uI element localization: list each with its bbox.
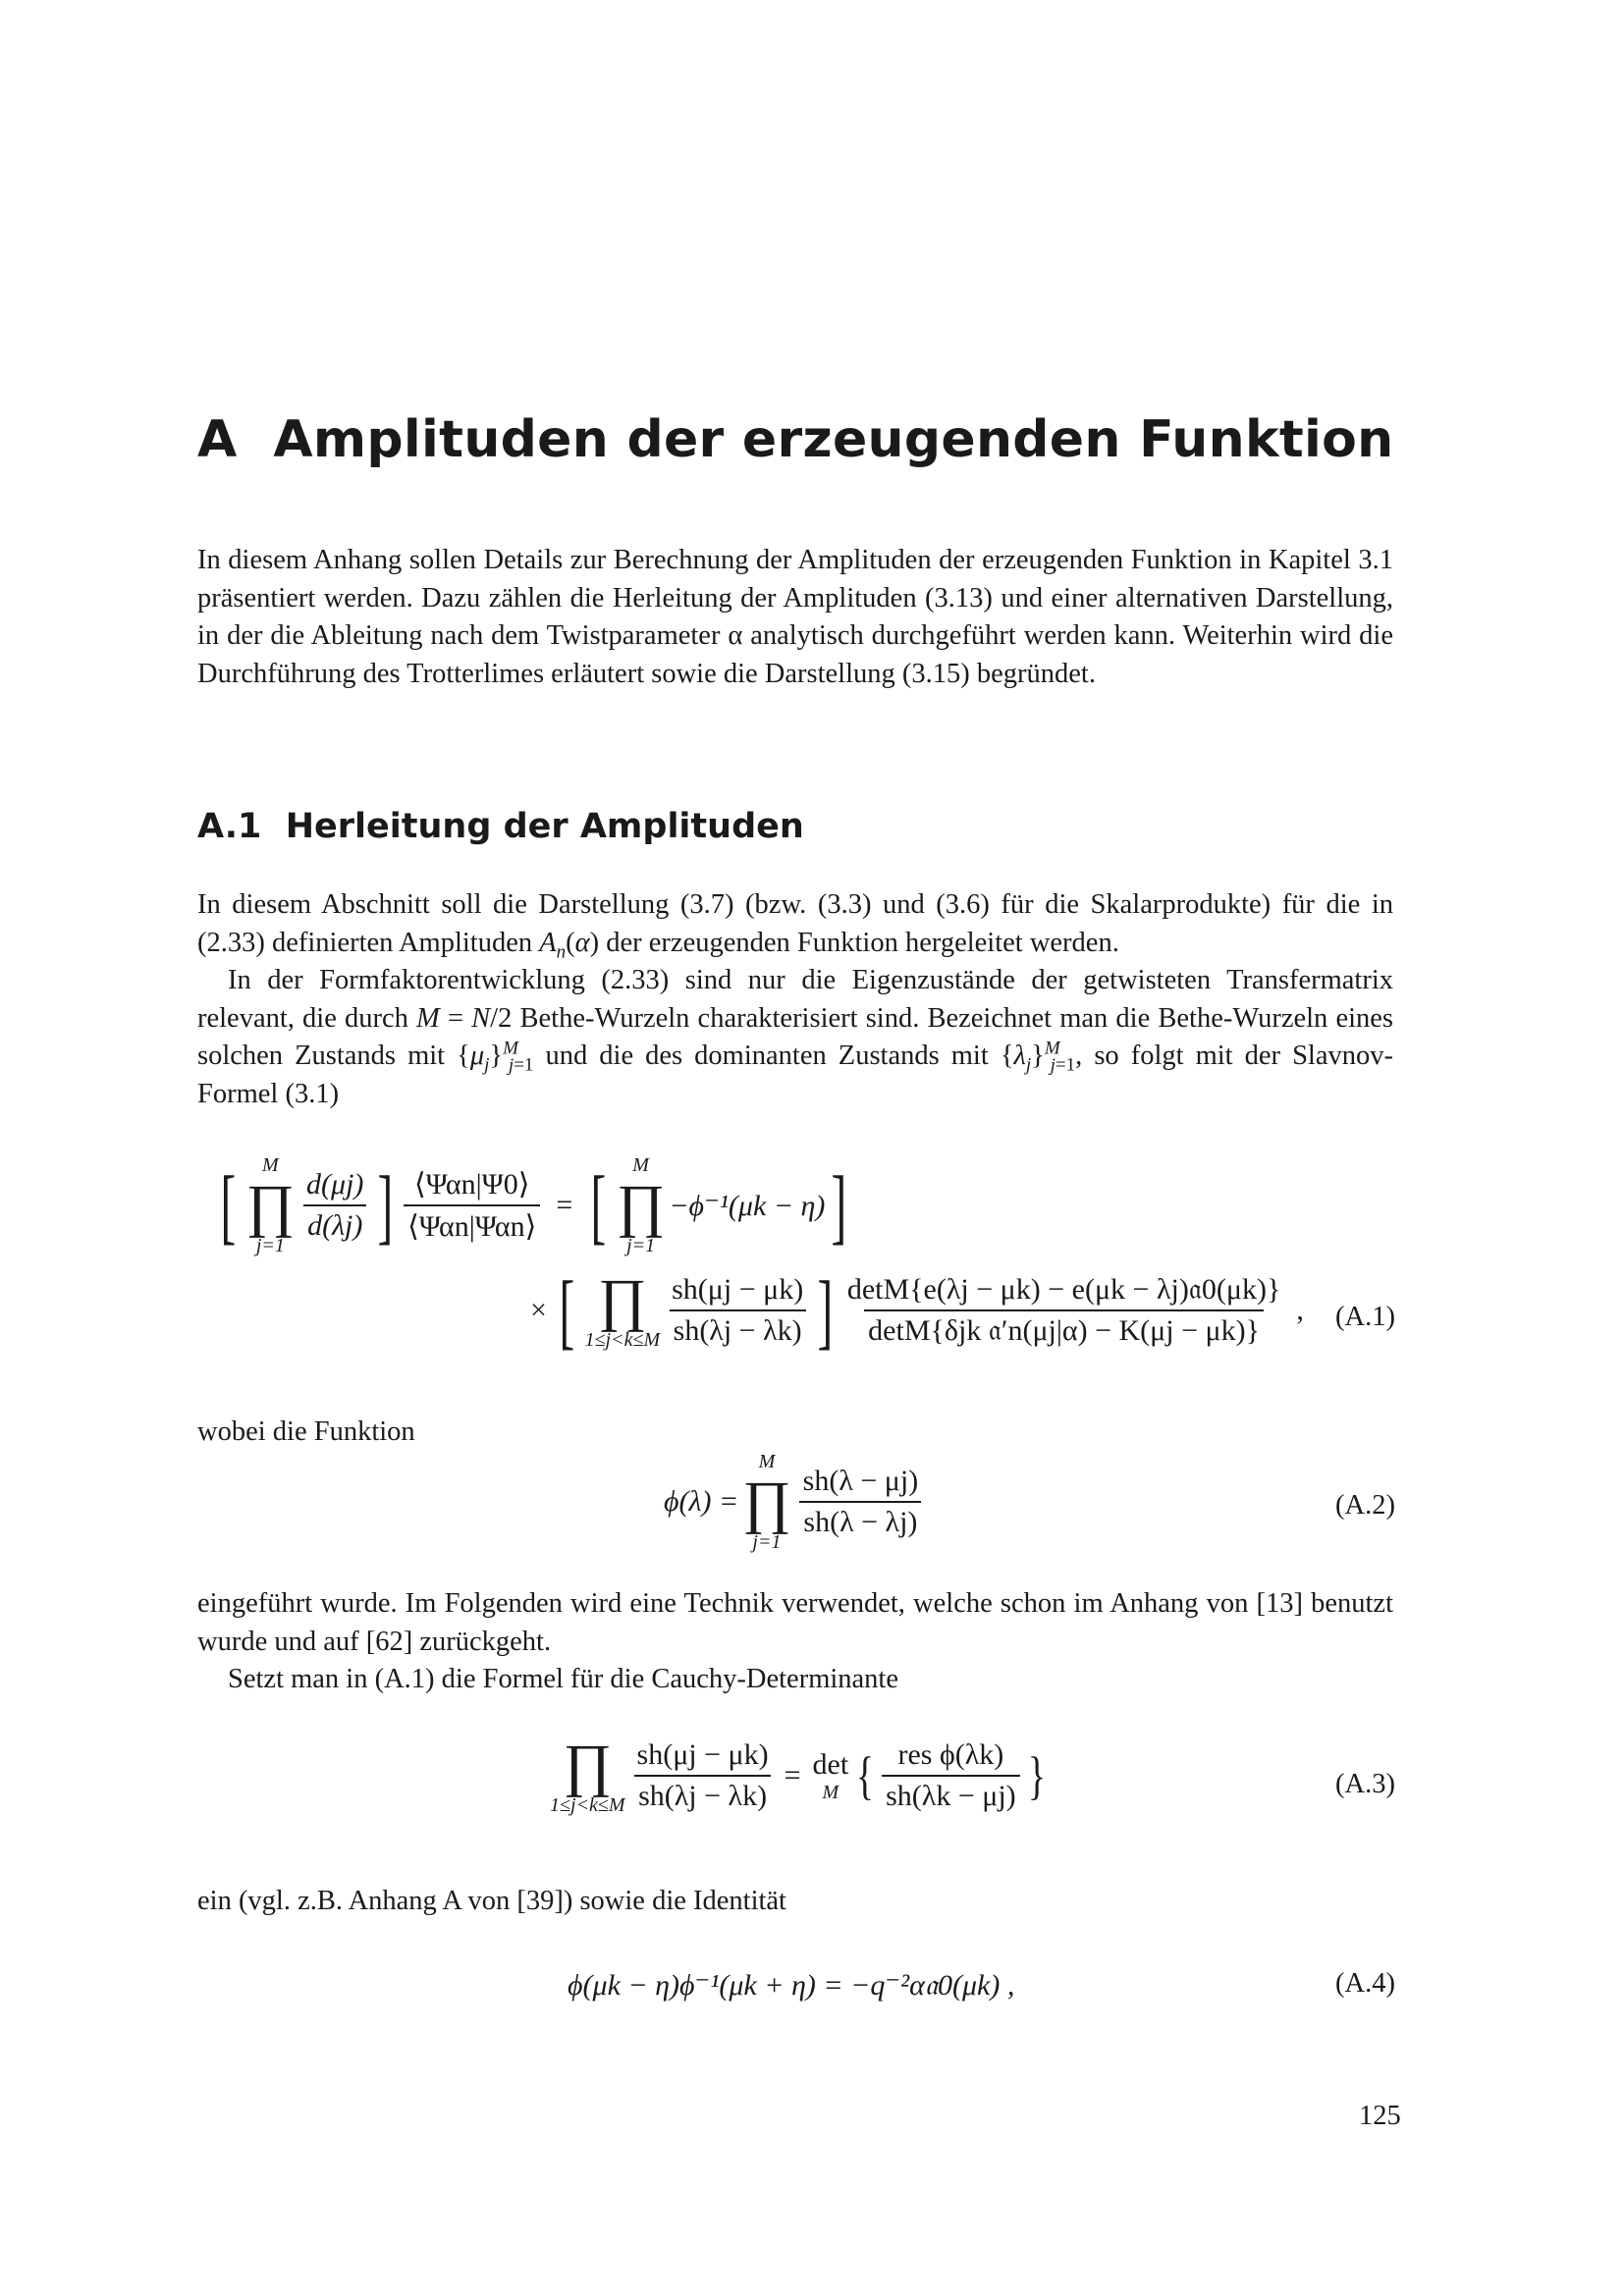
equation-a4: ϕ(μk − η)ϕ⁻¹(μk + η) = −q⁻²α𝔞0(μk) , [568, 1969, 1015, 2002]
equation-number-a3: (A.3) [1335, 1769, 1395, 1799]
equation-number-a4: (A.4) [1335, 1968, 1395, 1999]
section-title [197, 807, 804, 846]
section-title-text: Herleitung der Amplituden [285, 807, 804, 846]
product-operator: M ∏ j=1 [616, 1154, 666, 1256]
bracket-right-icon: ] [831, 1158, 847, 1253]
chapter-title-text: Amplituden der erzeugenden Funktion [273, 410, 1394, 469]
paragraph-6: ein (vgl. z.B. Anhang A von [39]) sowie die Identität [197, 1886, 786, 1916]
fraction-res: $\frac{\text{res ϕ(λk)}}{sh(\lambda k - \mu j)}$ [882, 1738, 1020, 1813]
paragraph-4: eingeführt wurde. Im Folgenden wird eine Technik verwendet, welche schon im Anhang von [13] benutzt wurde und auf [62] zurückgeht. [197, 1588, 1393, 1657]
equation-a2: ϕ(λ) = M ∏ j=1 $\frac{sh(\lambda - \mu j)}{sh(\lambda - \lambda j)}$ [664, 1451, 926, 1553]
equation-number-a2: (A.2) [1335, 1490, 1395, 1521]
fraction-det: $\frac{\text{detM\{e(λj − μk) − e(μk − λj)𝔞0(μk)\}}}{\text{detM\{δjk 𝔞′n(μj|α) − K(μj − μk)\}}}$ [846, 1273, 1281, 1347]
product-operator: M ∏ j=1 [742, 1451, 791, 1553]
intro-paragraph: In diesem Anhang sollen Details zur Berechnung der Amplituden der erzeugenden Funktion in Kapitel 3.1 präsentiert werden. Dazu zählen die Herleitung der Amplituden (3.13) und einer alternativen Darstellung, in der die Ableitung nach dem Twistparameter α analytisch durchgeführt werden kann. Weiterhin wird die Durchführung des Trotterlimes erläutert sowie die Darstellung (3.15) begründet. [197, 545, 1393, 689]
fraction-d: $\frac{d(\mu j)}{d(\lambda j)}$ [302, 1168, 367, 1243]
bracket-left-icon: [ [590, 1158, 607, 1253]
paragraph-2: In der Formfaktorentwicklung (2.33) sind nur die Eigenzustände der getwisteten Transfermatrix relevant, die durch M = N/2 Bethe-Wurzeln charakterisiert sind. Bezeichnet man die Bethe-Wurzeln eines solchen Zustands mit $\{\mu_j\}^M_{j=1}$ und die des dominanten Zustands mit $\{\lambda_j\}^M_{j=1}$, so folgt mit der Slavnov-Formel (3.1) [197, 965, 1394, 1109]
section-number: A.1 [197, 807, 262, 846]
bracket-left-icon: [ [220, 1158, 237, 1253]
product-operator: M ∏ j=1 [245, 1154, 296, 1256]
paragraph-3: wobei die Funktion [197, 1416, 415, 1447]
paragraph-5: Setzt man in (A.1) die Formel für die Cauchy-Determinante [228, 1664, 898, 1694]
fraction-sh: $\frac{sh(\mu j - \mu k)}{sh(\lambda j - \lambda k)}$ [668, 1273, 807, 1348]
equation-number-a1: (A.1) [1335, 1302, 1395, 1332]
det-operator: det M [812, 1748, 849, 1803]
fraction-cauchy: $\frac{sh(\mu j - \mu k)}{sh(\lambda j - \lambda k)}$ [633, 1738, 773, 1813]
chapter-title [197, 410, 1393, 469]
product-operator: ∏ 1≤j<k≤M [584, 1267, 661, 1351]
brace-right-icon: } [1027, 1746, 1046, 1805]
bracket-right-icon: ] [817, 1263, 834, 1358]
chapter-number: A [197, 410, 238, 469]
paragraph-1: In diesem Abschnitt soll die Darstellung (3.7) (bzw. (3.3) und (3.6) für die Skalarprodukte) für die in (2.33) definierten Amplituden $A_n(\alpha)$ der erzeugenden Funktion hergeleitet werden. [197, 889, 1393, 963]
page-number: 125 [1359, 2101, 1401, 2131]
bracket-right-icon: ] [377, 1158, 394, 1253]
equation-a1-line1: [ M ∏ j=1 $\frac{d(\mu j)}{d(\lambda j)}$ ] $\frac{\text{⟨Ψαn|Ψ0⟩}}{\text{⟨Ψαn|Ψαn⟩}}$ = [ M ∏ j=1 −ϕ⁻¹(μk − η) ] [220, 1154, 847, 1256]
equation-a3: ∏ 1≤j<k≤M $\frac{sh(\mu j - \mu k)}{sh(\lambda j - \lambda k)}$ = det M { $\frac{\text{res ϕ(λk)}}{sh(\lambda k - \mu j)}$ } [550, 1733, 1046, 1816]
product-operator: ∏ 1≤j<k≤M [550, 1733, 625, 1816]
equation-a1-line2: × [ ∏ 1≤j<k≤M $\frac{sh(\mu j - \mu k)}{sh(\lambda j - \lambda k)}$ ] $\frac{\text{detM\{e(λj − μk) − e(μk − λj)𝔞0(μk)\}}}{\text{detM\{δjk 𝔞′n(μj|α) − K(μj − μk)\}}}$ , [530, 1263, 1304, 1358]
fraction-phi: $\frac{sh(\lambda - \mu j)}{sh(\lambda - \lambda j)}$ [799, 1465, 923, 1539]
brace-left-icon: { [856, 1746, 875, 1805]
fraction-overlap: $\frac{\text{⟨Ψαn|Ψ0⟩}}{\text{⟨Ψαn|Ψαn⟩}}$ [404, 1167, 540, 1244]
bracket-left-icon: [ [559, 1263, 575, 1358]
